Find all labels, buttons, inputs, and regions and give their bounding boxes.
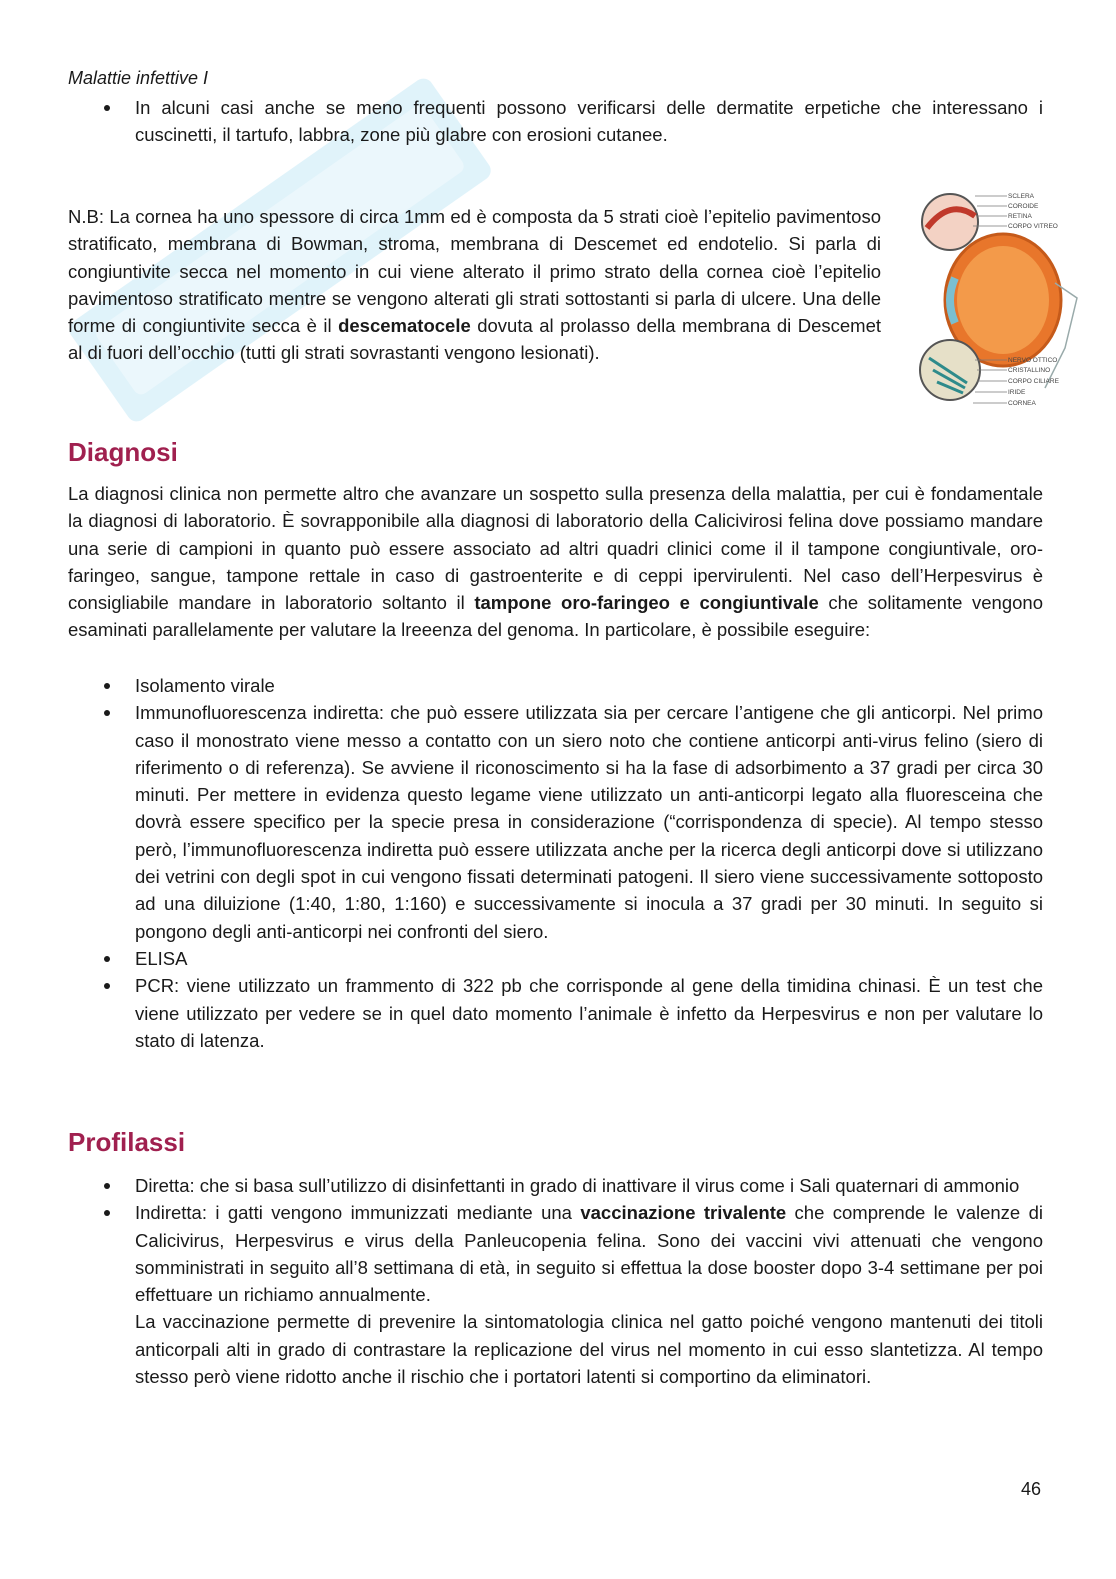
list-item: Indiretta: i gatti vengono immunizzati mediante una vaccinazione trivalente che comprende le valenze di Calicivirus, Herpesvirus e virus della Panleucopenia felina. Sono dei vaccini vivi attenuati che vengono somministrati in seguito all’8 settimana di età, in seguito si effettua la dose booster dopo 3-4 settimane per poi effettuare un richiamo annualmente. La vaccinazione permette di prevenire la sintomatologia clinica nel gatto poiché vengono mantenuti dei titoli anticorpali alti in grado di contrastare la replicazione del virus nel momento in cui esso slantetizza. Al tempo stesso però viene ridotto anche il rischio che i portatori latenti si comportino da eliminatori. [68,1199,1043,1390]
diagnosi-paragraph: La diagnosi clinica non permette altro che avanzare un sospetto sulla presenza della malattia, per cui è fondamentale la diagnosi di laboratorio. È sovrapponibile alla diagnosi di laboratorio della Calicivirosi felina dove possiamo mandare una serie di campioni in quanto può essere associato ad altri quadri clinici come il il tampone congiuntivale, oro-faringeo, sangue, tampone rettale in caso di gastroenterite e di ceppi ipervirulenti. Nel caso dell’Herpesvirus è consigliabile mandare in laboratorio soltanto il tampone oro-faringeo e congiuntivale che solitamente vengono esaminati parallelamente per valutare la lreeenza del genoma. In particolare, è possibile eseguire: [68,483,1043,641]
page-number: 46 [1020,1479,1041,1499]
label-corpo-ciliare: CORPO CILIARE [1008,378,1059,385]
bullet-icon [104,710,110,716]
profilassi-list [68,1172,1043,1390]
label-corpo-vitreo: CORPO VITREO [1008,223,1058,230]
bullet-icon [104,1210,110,1216]
list-item: ELISA [68,945,1043,972]
bottom-inset-circle [920,340,980,400]
list-item: PCR: viene utilizzato un frammento di 322 pb che corrisponde al gene della timidina chinasi. È un test che viene utilizzato per vedere se in quel dato momento l’animale è infetto da Herpesvirus e non per valutare lo stato di latenza. [68,972,1043,1054]
list-item: Diretta: che si basa sull’utilizzo di disinfettanti in grado di inattivare il virus come i Sali quaternari di ammonio [68,1172,1043,1199]
heading-profilassi: Profilassi [68,1127,186,1157]
list-item: Isolamento virale [68,672,1043,699]
running-header: Malattie infettive I [68,68,209,88]
list-item: In alcuni casi anche se meno frequenti possono verificarsi delle dermatite erpetiche che interessano i cuscinetti, il tartufo, labbra, zone più glabre con erosioni cutanee. [68,94,1043,149]
label-nervo-ottico: NERVO OTTICO [1008,357,1058,364]
bullet-icon [104,956,110,962]
label-coroide: COROIDE [1008,203,1039,210]
bullet-icon [104,683,110,689]
intro-list [68,94,1043,149]
bullet-icon [104,1183,110,1189]
label-cornea: CORNEA [1008,400,1036,407]
label-sclera: SCLERA [1008,193,1035,200]
label-retina: RETINA [1008,213,1032,220]
label-iride: IRIDE [1008,389,1026,396]
diagnosi-list [68,672,1043,1054]
heading-diagnosi: Diagnosi [68,437,178,467]
eye-anatomy-figure [915,188,1080,410]
bullet-icon [104,983,110,989]
nb-paragraph: N.B: La cornea ha uno spessore di circa 1mm ed è composta da 5 strati cioè l’epitelio pavimentoso stratificato, membrana di Bowman, stroma, membrana di Descemet ed endotelio. Si parla di congiuntivite secca nel momento in cui viene alterato il primo strato della cornea cioè l’epitelio pavimentoso stratificato mentre se vengono alterati gli strati sottostanti si parla di ulcere. Una delle forme di congiuntivite secca è il descematocele dovuta al prolasso della membrana di Descemet al di fuori dell’occhio (tutti gli strati sovrastanti vengono lesionati). [68,206,881,364]
label-cristallino: CRISTALLINO [1008,367,1051,374]
bullet-icon [104,105,110,111]
list-item: Immunofluorescenza indiretta: che può essere utilizzata sia per cercare l’antigene che gli anticorpi. Nel primo caso il monostrato viene messo a contatto con un siero noto che contiene anticorpi anti-virus felino (siero di riferimento o di referenza). Se avviene il riconoscimento si ha la fase di adsorbimento a 37 gradi per circa 30 minuti. Per mettere in evidenza questo legame viene utilizzato un anti-anticorpi legato alla fluoresceina che dovrà essere specifico per la specie presa in considerazione (“corrispondenza di specie). Al tempo stesso però, l’immunofluorescenza indiretta può essere utilizzata anche per la ricerca degli anticorpi dove si utilizzano dei vetrini con degli spot in cui vengono fissati determinati patogeni. Il siero viene successivamente sottoposto ad una diluizione (1:40, 1:80, 1:160) e successivamente si inocula a 37 gradi per 30 minuti. In seguito si pongono degli anti-anticorpi nei confronti del siero. [68,699,1043,945]
